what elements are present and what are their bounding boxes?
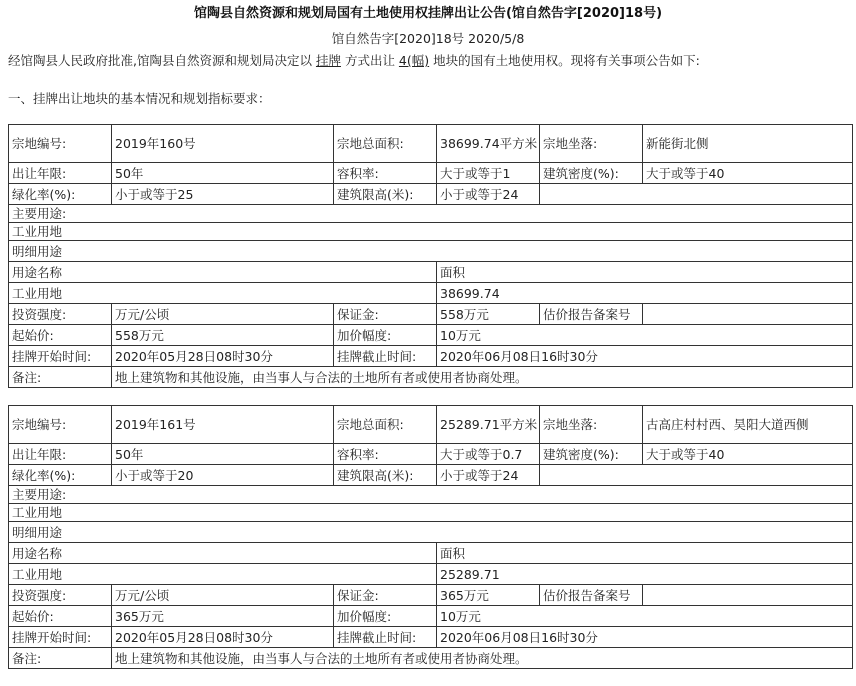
value-appraisal-record (643, 304, 853, 325)
label-starting-price: 起始价: (9, 606, 112, 627)
value-use-area: 25289.71 (437, 564, 853, 585)
label-use-name: 用途名称 (9, 543, 437, 564)
label-remarks: 备注: (9, 648, 112, 669)
label-height-limit: 建筑限高(米): (334, 184, 437, 205)
label-parcel-no: 宗地编号: (9, 406, 112, 444)
section-heading: 一、挂牌出让地块的基本情况和规划指标要求： (8, 91, 271, 106)
value-listing-end: 2020年06月08日16时30分 (437, 627, 853, 648)
label-main-use: 主要用途: (9, 205, 853, 223)
intro-paragraph (8, 51, 853, 71)
announcement-title: 馆陶县自然资源和规划局国有土地使用权挂牌出让公告(馆自然告字[2020]18号) (193, 6, 663, 21)
value-appraisal-record (643, 585, 853, 606)
label-total-area: 宗地总面积: (334, 406, 437, 444)
value-main-use: 工业用地 (9, 223, 853, 241)
label-listing-end: 挂牌截止时间: (334, 346, 437, 367)
label-appraisal-record: 估价报告备案号 (540, 585, 643, 606)
value-remarks: 地上建筑物和其他设施，由当事人与合法的土地所有者或使用者协商处理。 (112, 367, 853, 388)
value-investment-intensity: 万元/公顷 (112, 304, 334, 325)
label-investment-intensity: 投资强度: (9, 304, 112, 325)
label-appraisal-record: 估价报告备案号 (540, 304, 643, 325)
label-area: 面积 (437, 543, 853, 564)
value-plot-ratio: 大于或等于1 (437, 163, 540, 184)
label-area: 面积 (437, 262, 853, 283)
label-location: 宗地坐落: (540, 125, 643, 163)
label-listing-start: 挂牌开始时间: (9, 627, 112, 648)
label-increment: 加价幅度: (334, 325, 437, 346)
parcel-count: 4(幅) (398, 53, 430, 68)
value-total-area: 25289.71平方米 (437, 406, 540, 444)
label-greening-rate: 绿化率(%): (9, 184, 112, 205)
label-detail-use: 明细用途 (9, 241, 853, 262)
value-use-area: 38699.74 (437, 283, 853, 304)
label-height-limit: 建筑限高(米): (334, 465, 437, 486)
land-parcel-table (8, 405, 853, 669)
label-starting-price: 起始价: (9, 325, 112, 346)
value-height-limit: 小于或等于24 (437, 465, 540, 486)
intro-text-3: 地块的国有土地使用权。现将有关事项公告如下: (429, 53, 700, 68)
value-building-density: 大于或等于40 (643, 444, 853, 465)
value-parcel-no: 2019年160号 (112, 125, 334, 163)
value-term: 50年 (112, 163, 334, 184)
label-increment: 加价幅度: (334, 606, 437, 627)
value-increment: 10万元 (437, 606, 853, 627)
label-plot-ratio: 容积率: (334, 444, 437, 465)
value-starting-price: 558万元 (112, 325, 334, 346)
label-use-name: 用途名称 (9, 262, 437, 283)
value-greening-rate: 小于或等于25 (112, 184, 334, 205)
label-building-density: 建筑密度(%): (540, 444, 643, 465)
transfer-method: 挂牌 (315, 53, 341, 68)
value-total-area: 38699.74平方米 (437, 125, 540, 163)
label-deposit: 保证金: (334, 304, 437, 325)
label-main-use: 主要用途: (9, 486, 853, 504)
value-term: 50年 (112, 444, 334, 465)
value-listing-start: 2020年05月28日08时30分 (112, 627, 334, 648)
value-location: 古高庄村村西、昊阳大道西侧 (643, 406, 853, 444)
value-building-density: 大于或等于40 (643, 163, 853, 184)
value-plot-ratio: 大于或等于0.7 (437, 444, 540, 465)
value-deposit: 365万元 (437, 585, 540, 606)
value-remarks: 地上建筑物和其他设施，由当事人与合法的土地所有者或使用者协商处理。 (112, 648, 853, 669)
intro-text-2: 方式出让 (340, 53, 399, 68)
land-parcel-table (8, 124, 853, 388)
value-parcel-no: 2019年161号 (112, 406, 334, 444)
label-building-density: 建筑密度(%): (540, 163, 643, 184)
value-location: 新能街北侧 (643, 125, 853, 163)
label-term: 出让年限: (9, 444, 112, 465)
intro-text-1: 经馆陶县人民政府批准,馆陶县自然资源和规划局决定以 (8, 53, 316, 68)
value-listing-start: 2020年05月28日08时30分 (112, 346, 334, 367)
empty-cell (540, 465, 853, 486)
value-use-name: 工业用地 (9, 283, 437, 304)
document-number-date: 馆自然告字[2020]18号 2020/5/8 (331, 31, 525, 46)
value-starting-price: 365万元 (112, 606, 334, 627)
value-height-limit: 小于或等于24 (437, 184, 540, 205)
empty-cell (540, 184, 853, 205)
label-remarks: 备注: (9, 367, 112, 388)
value-deposit: 558万元 (437, 304, 540, 325)
label-listing-start: 挂牌开始时间: (9, 346, 112, 367)
label-parcel-no: 宗地编号: (9, 125, 112, 163)
label-term: 出让年限: (9, 163, 112, 184)
label-investment-intensity: 投资强度: (9, 585, 112, 606)
value-main-use: 工业用地 (9, 504, 853, 522)
label-greening-rate: 绿化率(%): (9, 465, 112, 486)
value-listing-end: 2020年06月08日16时30分 (437, 346, 853, 367)
value-use-name: 工业用地 (9, 564, 437, 585)
label-location: 宗地坐落: (540, 406, 643, 444)
value-investment-intensity: 万元/公顷 (112, 585, 334, 606)
label-total-area: 宗地总面积: (334, 125, 437, 163)
label-plot-ratio: 容积率: (334, 163, 437, 184)
value-increment: 10万元 (437, 325, 853, 346)
label-deposit: 保证金: (334, 585, 437, 606)
label-listing-end: 挂牌截止时间: (334, 627, 437, 648)
value-greening-rate: 小于或等于20 (112, 465, 334, 486)
label-detail-use: 明细用途 (9, 522, 853, 543)
